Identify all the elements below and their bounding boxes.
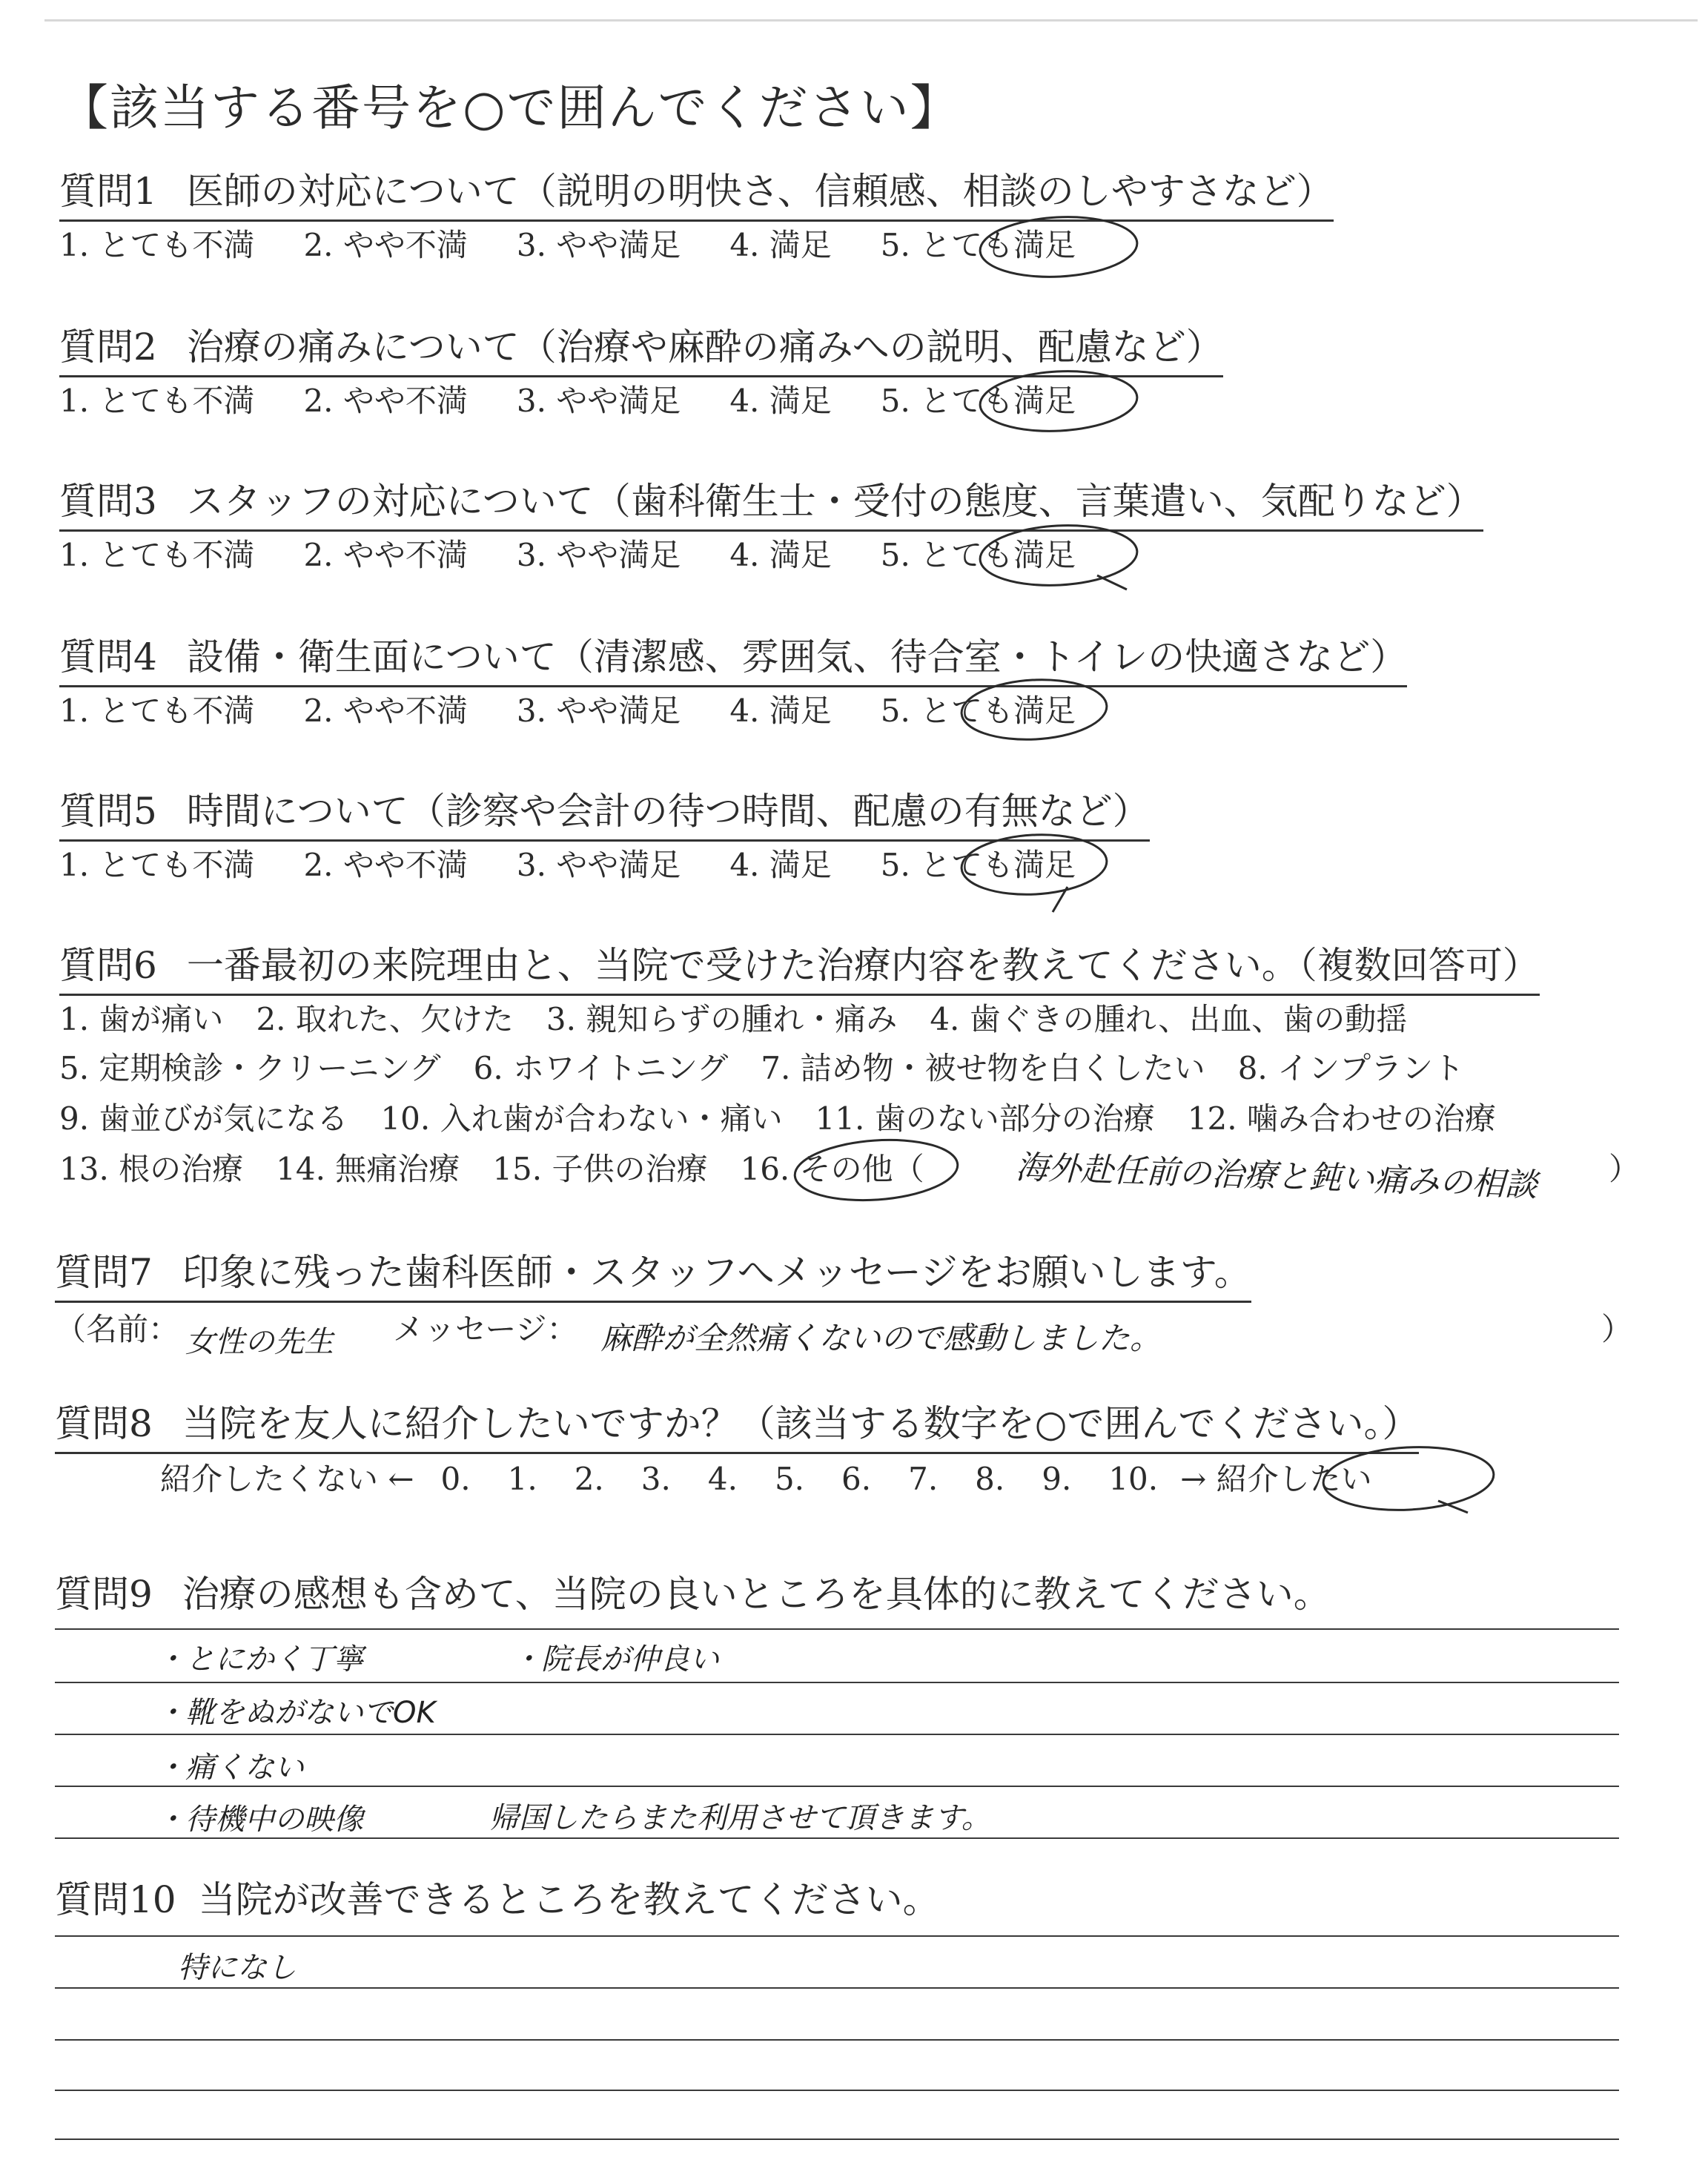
question-5-options (59, 847, 1076, 884)
option-3[interactable]: 3. やや満足 (516, 537, 681, 573)
question-text: 治療の痛みについて（治療や麻酔の痛みへの説明、配慮など） (186, 326, 1223, 369)
option-4[interactable]: 4. 満足 (729, 537, 832, 573)
answer-text: ・院長が仲良い (512, 1642, 719, 1677)
question-6-row-1 (59, 1001, 1440, 1038)
message-label: メッセージ： (393, 1311, 578, 1347)
question-text: 治療の感想も含めて、当院の良いところを具体的に教えてください。 (182, 1573, 1331, 1616)
other-reason-handwritten: 海外赴任前の治療と鈍い痛みの相談 (1015, 1148, 1538, 1205)
scale-5[interactable]: 5. (774, 1461, 805, 1497)
reason-option-other[interactable]: 16. その他（ (740, 1151, 924, 1187)
answer-line (55, 2090, 1619, 2091)
question-text: 当院が改善できるところを教えてください。 (198, 1878, 940, 1921)
name-value: 女性の先生 (185, 1325, 334, 1359)
question-2-options (59, 383, 1076, 420)
answer-line (55, 1935, 1619, 1937)
scale-9[interactable]: 9. (1042, 1461, 1072, 1497)
scale-3[interactable]: 3. (640, 1461, 671, 1497)
answer-line (55, 1734, 1619, 1735)
question-3-title (59, 479, 1483, 532)
question-6-title (59, 943, 1540, 996)
option-1[interactable]: 1. とても不満 (59, 693, 255, 729)
reason-option[interactable]: 11. 歯のない部分の治療 (815, 1100, 1155, 1137)
option-5[interactable]: 5. とても満足 (880, 227, 1076, 263)
option-2[interactable]: 2. やや不満 (303, 537, 468, 573)
question-4-title (59, 635, 1407, 687)
option-2[interactable]: 2. やや不満 (303, 227, 468, 263)
answer-line (55, 1628, 1619, 1630)
question-text: スタッフの対応について（歯科衛生士・受付の態度、言葉遣い、気配りなど） (186, 480, 1483, 523)
question-number: 質問2 (59, 326, 157, 369)
reason-option[interactable]: 1. 歯が痛い (59, 1001, 224, 1037)
message-close-paren: ） (1601, 1311, 1633, 1347)
reason-option[interactable]: 9. 歯並びが気になる (59, 1100, 348, 1137)
scale-0[interactable]: 0. (440, 1461, 471, 1497)
reason-option[interactable]: 3. 親知らずの腫れ・痛み (546, 1001, 898, 1037)
option-4[interactable]: 4. 満足 (729, 383, 832, 419)
reason-option[interactable]: 10. 入れ歯が合わない・痛い (380, 1100, 783, 1137)
reason-option[interactable]: 7. 詰め物・被せ物を白くしたい (761, 1050, 1205, 1086)
question-1-options (59, 227, 1076, 264)
question-number: 質問10 (55, 1878, 176, 1921)
answer-text: ・とにかく丁寧 (156, 1642, 363, 1677)
option-4[interactable]: 4. 満足 (729, 693, 832, 729)
question-text: 一番最初の来院理由と、当院で受けた治療内容を教えてください。（複数回答可） (186, 944, 1540, 987)
question-5-title (59, 789, 1150, 842)
answer-line (55, 1682, 1619, 1683)
answer-text: ・痛くない (156, 1751, 304, 1785)
option-4[interactable]: 4. 満足 (729, 227, 832, 263)
option-1[interactable]: 1. とても不満 (59, 227, 255, 263)
option-3[interactable]: 3. やや満足 (516, 693, 681, 729)
question-number: 質問4 (59, 635, 157, 678)
message-value: 麻酔が全然痛くないので感動しました。 (600, 1320, 1162, 1356)
option-5[interactable]: 5. とても満足 (880, 693, 1076, 729)
selection-tail (1053, 887, 1068, 912)
question-number: 質問3 (59, 480, 157, 523)
question-number: 質問5 (59, 790, 157, 833)
other-close-paren: ） (1609, 1151, 1641, 1187)
selection-tail (1097, 575, 1127, 589)
question-text: 時間について（診察や会計の待つ時間、配慮の有無など） (186, 790, 1150, 833)
selection-tail (1438, 1501, 1468, 1513)
reason-option[interactable]: 8. インプラント (1237, 1050, 1465, 1086)
scale-7[interactable]: 7. (908, 1461, 939, 1497)
scale-8[interactable]: 8. (975, 1461, 1005, 1497)
answer-text: 帰国したらまた利用させて頂きます。 (489, 1801, 991, 1835)
answer-line (55, 2138, 1619, 2140)
answer-text: ・待機中の映像 (156, 1803, 363, 1837)
scale-6[interactable]: 6. (841, 1461, 872, 1497)
question-3-options (59, 537, 1076, 574)
reason-option[interactable]: 15. 子供の治療 (492, 1151, 708, 1187)
top-border (44, 19, 1698, 22)
option-1[interactable]: 1. とても不満 (59, 537, 255, 573)
option-1[interactable]: 1. とても不満 (59, 847, 255, 883)
option-4[interactable]: 4. 満足 (729, 847, 832, 883)
name-label: （名前： (55, 1311, 180, 1347)
scale-4[interactable]: 4. (707, 1461, 738, 1497)
question-number: 質問6 (59, 944, 157, 987)
reason-option[interactable]: 5. 定期検診・クリーニング (59, 1050, 441, 1086)
option-3[interactable]: 3. やや満足 (516, 383, 681, 419)
question-number: 質問1 (59, 170, 157, 213)
question-text: 印象に残った歯科医師・スタッフへメッセージをお願いします。 (182, 1251, 1251, 1294)
scale-right-label[interactable]: → 紹介したい (1180, 1461, 1372, 1497)
question-number: 質問8 (55, 1402, 153, 1445)
question-10-title (55, 1870, 940, 1923)
reason-option[interactable]: 4. 歯ぐきの腫れ、出血、歯の動揺 (930, 1001, 1408, 1037)
question-9-title (55, 1565, 1331, 1618)
option-1[interactable]: 1. とても不満 (59, 383, 255, 419)
answer-line (55, 2039, 1619, 2041)
question-6-row-3 (59, 1100, 1529, 1137)
reason-option[interactable]: 2. 取れた、欠けた (256, 1001, 514, 1037)
option-2[interactable]: 2. やや不満 (303, 847, 468, 883)
question-number: 質問9 (55, 1573, 153, 1616)
option-5[interactable]: 5. とても満足 (880, 383, 1076, 419)
answer-line (55, 1987, 1619, 1989)
question-text: 設備・衛生面について（清潔感、雰囲気、待合室・トイレの快適さなど） (186, 635, 1408, 678)
option-2[interactable]: 2. やや不満 (303, 693, 468, 729)
option-5[interactable]: 5. とても満足 (880, 847, 1076, 883)
question-8-scale (160, 1461, 1372, 1498)
reason-option[interactable]: 13. 根の治療 (59, 1151, 244, 1187)
reason-option[interactable]: 12. 噛み合わせの治療 (1187, 1100, 1496, 1137)
question-6-row-2 (59, 1050, 1497, 1087)
answer-text: 特になし (178, 1951, 297, 1985)
question-text: 当院を友人に紹介したいですか？（該当する数字を○で囲んでください。） (182, 1402, 1420, 1445)
scale-10[interactable]: 10. (1108, 1461, 1159, 1497)
question-7-title (55, 1250, 1251, 1303)
option-2[interactable]: 2. やや不満 (303, 383, 468, 419)
question-4-options (59, 693, 1076, 730)
scale-2[interactable]: 2. (574, 1461, 604, 1497)
scale-1[interactable]: 1. (507, 1461, 537, 1497)
option-3[interactable]: 3. やや満足 (516, 847, 681, 883)
question-6-row-4 (59, 1151, 957, 1188)
scale-left-label: 紹介したくない ← (160, 1461, 414, 1497)
question-number: 質問7 (55, 1251, 153, 1294)
question-text: 医師の対応について（説明の明快さ、信頼感、相談のしやすさなど） (186, 170, 1334, 213)
page-title: 【該当する番号を○で囲んでください】 (59, 79, 961, 136)
option-3[interactable]: 3. やや満足 (516, 227, 681, 263)
question-8-title (55, 1401, 1419, 1454)
question-2-title (59, 325, 1223, 377)
question-1-title (59, 169, 1334, 222)
reason-option[interactable]: 14. 無痛治療 (276, 1151, 460, 1187)
reason-option[interactable]: 6. ホワイトニング (473, 1050, 729, 1086)
answer-text: ・靴をぬがないでOK (156, 1696, 436, 1730)
option-5[interactable]: 5. とても満足 (880, 537, 1076, 573)
